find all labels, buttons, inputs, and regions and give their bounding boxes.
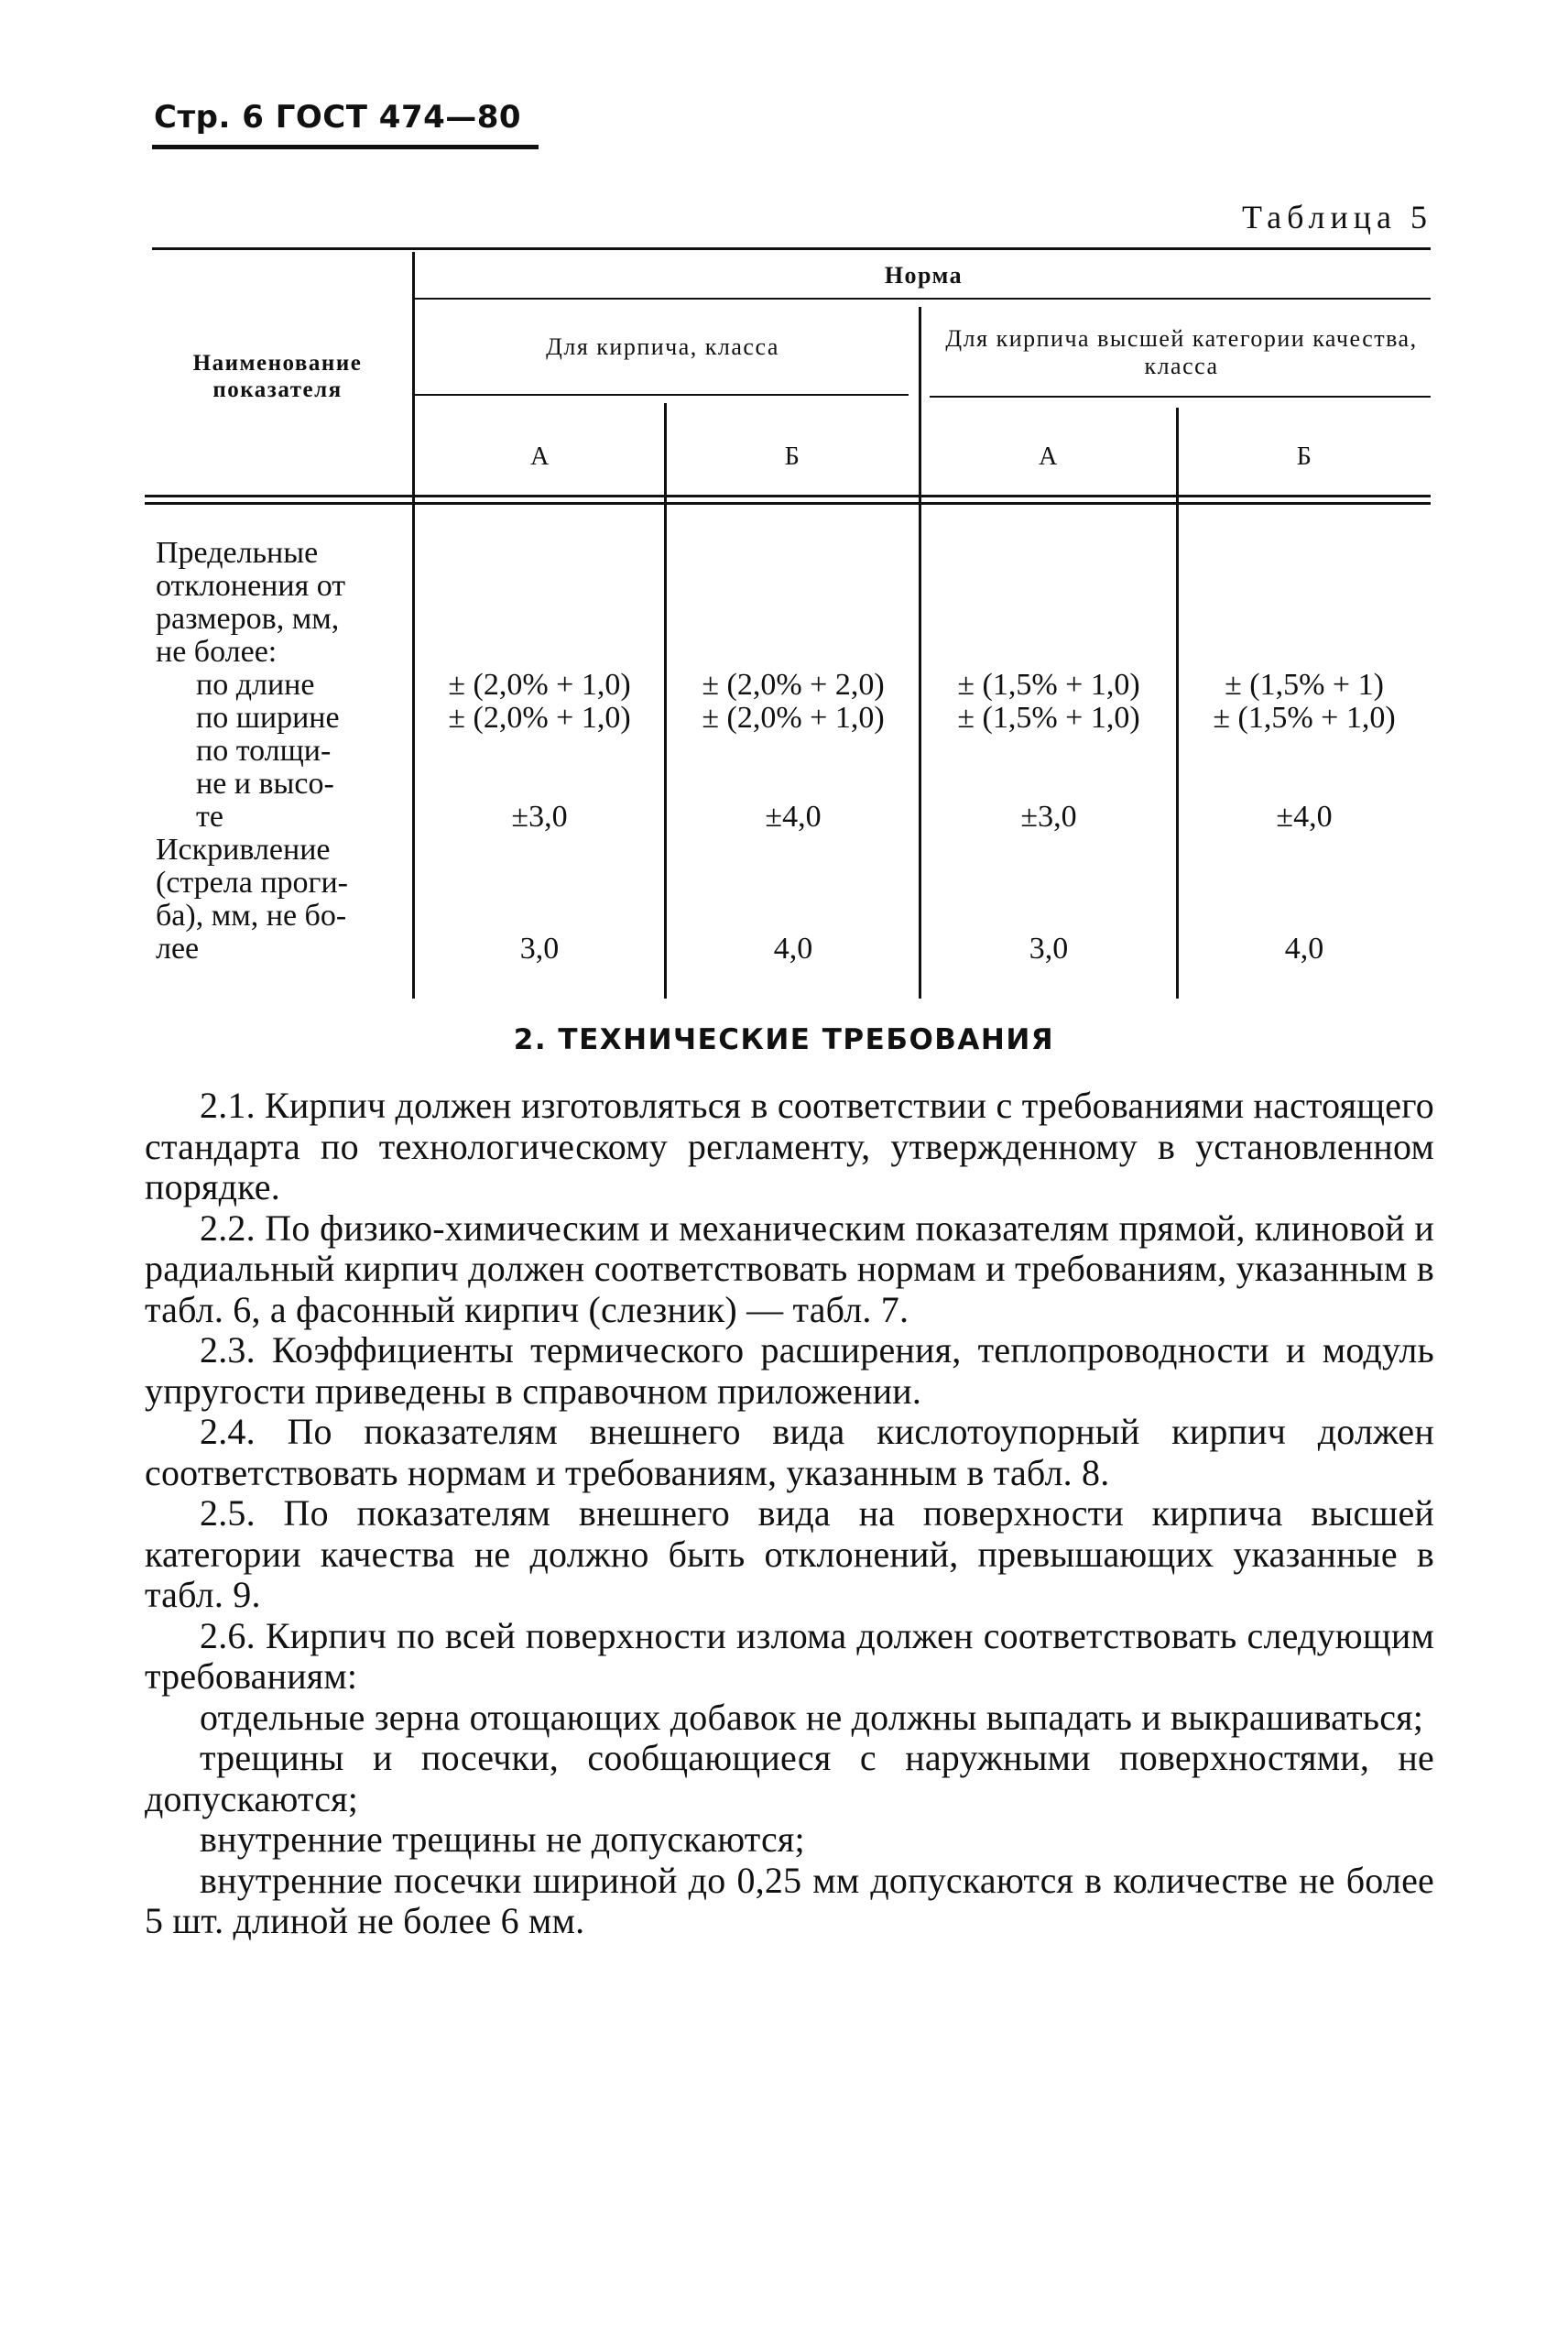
- group1-rule: [414, 394, 909, 396]
- group2-header: Для кирпича высшей категории качества, класса: [945, 325, 1418, 379]
- table-cell: ±4,0: [1276, 800, 1333, 834]
- row-label-line: Предельные: [156, 536, 319, 570]
- table-top-rule: [152, 247, 1431, 250]
- row-label-line: по длине: [196, 668, 315, 702]
- row-label-line: не более:: [156, 635, 278, 669]
- table-cell: ± (1,5% + 1,0): [957, 668, 1140, 702]
- paragraph: трещины и посечки, сообщающиеся с наружными поверхностями, не допускаются;: [145, 1737, 1434, 1819]
- section-title: 2. ТЕХНИЧЕСКИЕ ТРЕБОВАНИЯ: [513, 1023, 1055, 1056]
- section-body: [145, 1086, 1434, 1942]
- class-header-b1: Б: [784, 442, 801, 471]
- group1-header: Для кирпича, класса: [546, 333, 779, 360]
- paragraph: 2.4. По показателям внешнего вида кислотоупорный кирпич должен соответствовать нормам и требованиям, указанным в табл. 8.: [145, 1411, 1434, 1493]
- indicator-header: Наименование показателя: [192, 351, 363, 402]
- paragraph: 2.2. По физико-химическим и механическим показателям прямой, клиновой и радиальный кирпич должен соответствовать нормам и требованиям, указанным в табл. 6, а фасонный кирпич (слезник) — табл. 7.: [145, 1207, 1434, 1330]
- col-divider-2: [664, 403, 667, 999]
- class-header-a2: А: [1039, 442, 1059, 471]
- header-rule: [152, 145, 539, 149]
- paragraph: 2.1. Кирпич должен изготовляться в соответствии с требованиями настоящего стандарта по технологическому регламенту, утвержденному в установленном порядке.: [145, 1085, 1434, 1207]
- paragraph: 2.5. По показателям внешнего вида на поверхности кирпича высшей категории качества не должно быть отклонений, превышающих указанные в табл. 9.: [145, 1492, 1434, 1615]
- table-cell: ±4,0: [765, 800, 822, 834]
- table-cell: ±3,0: [511, 800, 568, 834]
- col-divider-4: [1176, 408, 1179, 999]
- table-cell: 4,0: [1284, 932, 1324, 966]
- row-label-line: не и высо-: [196, 767, 334, 801]
- table-cell: ± (2,0% + 2,0): [702, 668, 885, 702]
- header-bottom-rule-1: [145, 495, 1431, 497]
- table-cell: ± (2,0% + 1,0): [448, 668, 631, 702]
- header-bottom-rule-2: [145, 502, 1431, 505]
- col-divider-1: [412, 252, 415, 999]
- norm-rule: [414, 298, 1431, 300]
- table-cell: ± (2,0% + 1,0): [702, 701, 885, 735]
- row-label-line: (стрела проги-: [156, 866, 348, 900]
- row-label-line: ба), мм, не бо-: [156, 899, 347, 933]
- table-cell: 4,0: [773, 932, 813, 966]
- paragraph: отдельные зерна отощающих добавок не должны выпадать и выкрашиваться;: [200, 1696, 1424, 1738]
- table-cell: ±3,0: [1020, 800, 1077, 834]
- group2-rule: [930, 396, 1431, 398]
- row-label-line: отклонения от: [156, 569, 346, 603]
- table-cell: 3,0: [519, 932, 560, 966]
- table-cell: ± (2,0% + 1,0): [448, 701, 631, 735]
- class-header-a1: А: [530, 442, 550, 471]
- table-cell: ± (1,5% + 1,0): [957, 701, 1140, 735]
- col-divider-3: [919, 307, 921, 999]
- page-header: Стр. 6 ГОСТ 474—80: [154, 99, 522, 136]
- table-cell: ± (1,5% + 1): [1225, 668, 1384, 702]
- paragraph: 2.6. Кирпич по всей поверхности излома должен соответствовать следующим требованиям:: [145, 1614, 1434, 1697]
- class-header-b2: Б: [1296, 442, 1313, 471]
- paragraph: внутренние посечки шириной до 0,25 мм допускаются в количестве не более 5 шт. длиной не более 6 мм.: [145, 1859, 1434, 1941]
- paragraph: внутренние трещины не допускаются;: [200, 1818, 805, 1860]
- row-label-line: по толщи-: [196, 734, 332, 768]
- norm-header: Норма: [884, 262, 964, 289]
- paragraph: 2.3. Коэффициенты термического расширения, теплопроводности и модуль упругости приведены в справочном приложении.: [145, 1329, 1434, 1412]
- table-cell: ± (1,5% + 1,0): [1213, 701, 1396, 735]
- table-label: Таблица 5: [1242, 199, 1432, 235]
- table-cell: 3,0: [1029, 932, 1069, 966]
- row-label-line: по ширине: [196, 701, 340, 735]
- row-label-line: размеров, мм,: [156, 602, 340, 636]
- row-label-line: те: [196, 800, 223, 834]
- row-label-line: Искривление: [156, 833, 331, 867]
- row-label-line: лее: [156, 932, 200, 966]
